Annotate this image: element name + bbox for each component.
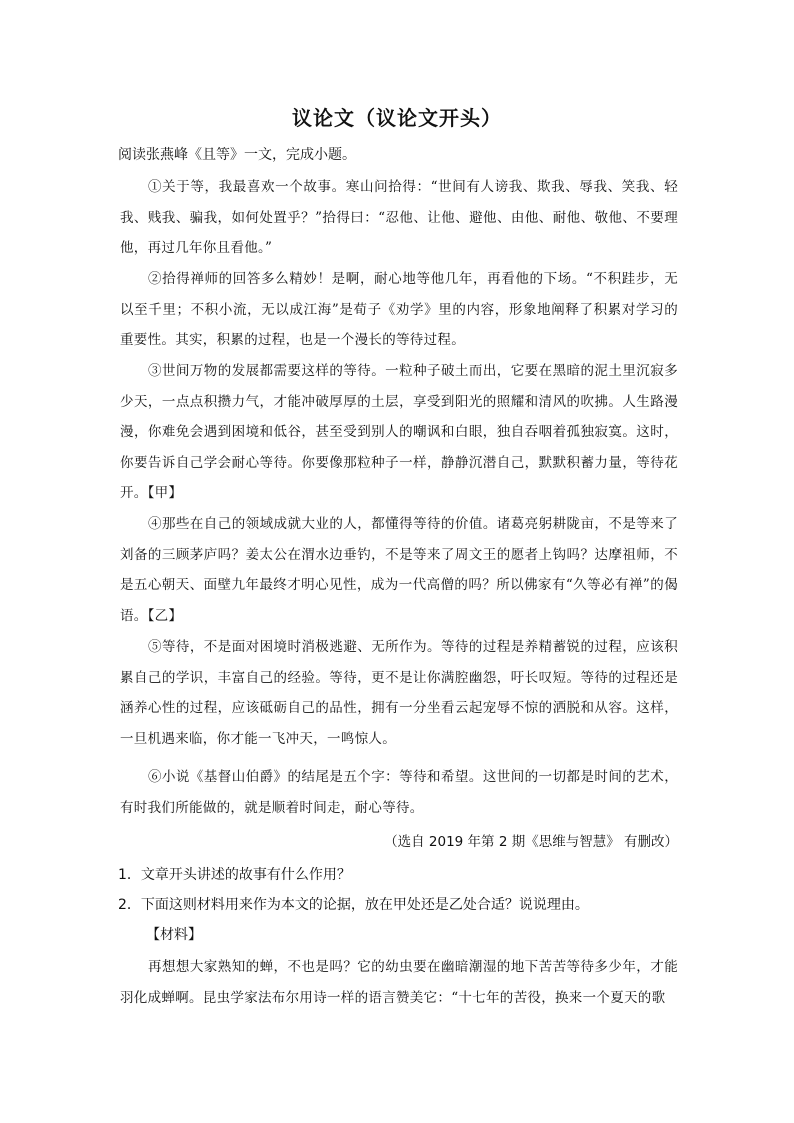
reading-instruction: 阅读张燕峰《且等》一文，完成小题。 [118,147,356,163]
paragraph-1: ①关于等，我最喜欢一个故事。寒山问拾得：“世间有人谤我、欺我、辱我、笑我、轻我、贱我、骗我，如何处置乎？”拾得曰：“忍他、让他、避他、由他、耐他、敬他、不要理他，再过几年你且看他。” [120,179,678,256]
paragraph-6: ⑥小说《基督山伯爵》的结尾是五个字：等待和希望。这世间的一切都是时间的艺术，有时我们所能做的，就是顺着时间走，耐心等待。 [120,769,678,816]
question-2: 2．下面这则材料用来作为本文的论据，放在甲处还是乙处合适？说说理由。 [118,897,589,913]
question-1: 1．文章开头讲述的故事有什么作用？ [118,867,351,883]
paragraph-4: ④那些在自己的领域成就大业的人，都懂得等待的价值。诸葛亮躬耕陇亩，不是等来了刘备的三顾茅庐吗？姜太公在渭水边垂钓，不是等来了周文王的愿者上钩吗？达摩祖师，不是五心朝天、面壁九年最终才明心见性，成为一代高僧的吗？所以佛家有“久等必有禅”的偈语。【乙】 [120,516,678,624]
paragraph-5: ⑤等待，不是面对困境时消极逃避、无所作为。等待的过程是养精蓄锐的过程，应该积累自己的学识，丰富自己的经验。等待，更不是让你满腔幽怨，吁长叹短。等待的过程还是涵养心性的过程，应该砥砺自己的品性，拥有一分坐看云起宠辱不惊的洒脱和从容。这样，一旦机遇来临，你才能一飞冲天，一鸣惊人。 [120,639,678,747]
paragraph-3: ③世间万物的发展都需要这样的等待。一粒种子破土而出，它要在黑暗的泥土里沉寂多少天，一点点积攒力气，才能冲破厚厚的土层，享受到阳光的照耀和清风的吹拂。人生路漫漫，你难免会遇到困境和低谷，甚至受到别人的嘲讽和白眼，独自吞咽着孤独寂寞。这时，你要告诉自己学会耐心等待。你要像那粒种子一样，静静沉潜自己，默默积蓄力量，等待花开。【甲】 [120,363,678,501]
paragraph-2: ②拾得禅师的回答多么精妙！是啊，耐心地等他几年，再看他的下场。“不积跬步，无以至千里；不积小流，无以成江海”是荀子《劝学》里的内容，形象地阐释了积累对学习的重要性。其实，积累的过程，也是一个漫长的等待过程。 [120,271,678,348]
source-citation: （选自 2019 年第 2 期《思维与智慧》 有删改） [384,834,678,850]
document-title: 议论文（议论文开头） [292,106,502,130]
material-label: 【材料】 [146,927,202,943]
material-text: 再想想大家熟知的蝉，不也是吗？它的幼虫要在幽暗潮湿的地下苦苦等待多少年，才能羽化成蝉啊。昆虫学家法布尔用诗一样的语言赞美它：“十七年的苦役，换来一个夏天的歌 [120,959,678,1006]
